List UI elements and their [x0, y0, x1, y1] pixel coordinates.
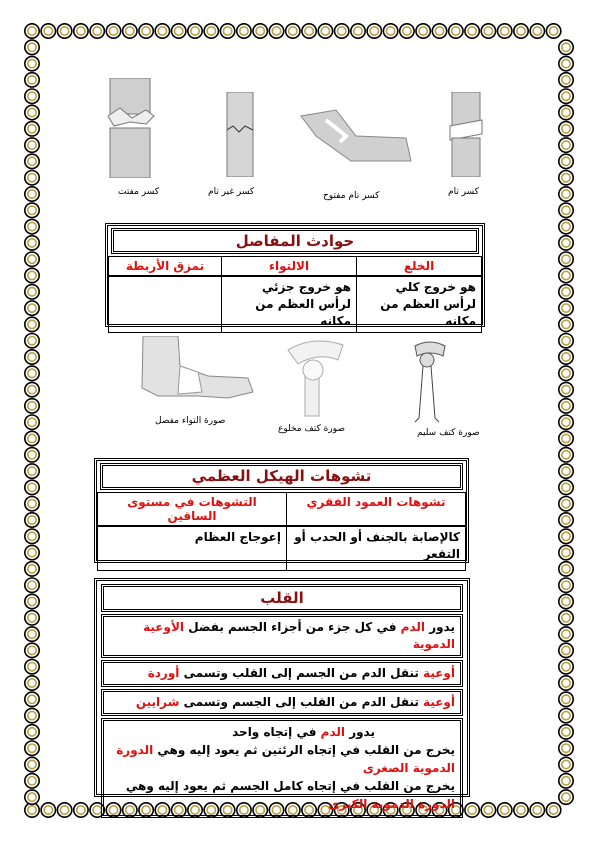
- open-fracture-image: [296, 106, 416, 166]
- joints-cell-sprain: هو خروج جزئي لرأس العظم من مكانه: [222, 276, 357, 333]
- border-ring: [383, 24, 397, 38]
- border-ring: [155, 24, 169, 38]
- border-ring: [465, 803, 479, 817]
- border-ring: [106, 24, 120, 38]
- border-ring: [559, 431, 573, 445]
- border-ring: [546, 803, 560, 817]
- border-ring: [559, 334, 573, 348]
- border-ring: [25, 513, 39, 527]
- border-ring: [25, 219, 39, 233]
- heart-line-direction: يدور الدم في إتجاه واحد: [232, 725, 375, 739]
- border-ring: [25, 431, 39, 445]
- border-ring: [559, 529, 573, 543]
- fracture-caption-open: كسر تام مفتوح: [323, 191, 380, 201]
- caption-sprain: صورة التواء مفصل: [155, 416, 226, 426]
- border-ring: [559, 480, 573, 494]
- joints-header-ligament-tear: تمزق الأربطة: [109, 257, 222, 277]
- border-ring: [559, 578, 573, 592]
- border-ring: [25, 236, 39, 250]
- border-ring: [514, 803, 528, 817]
- border-ring: [25, 643, 39, 657]
- border-ring: [25, 741, 39, 755]
- border-ring: [559, 741, 573, 755]
- border-ring: [25, 138, 39, 152]
- border-ring: [559, 545, 573, 559]
- deformities-title: تشوهات الهيكل العظمي: [100, 463, 463, 490]
- border-ring: [559, 154, 573, 168]
- border-ring: [25, 497, 39, 511]
- border-ring: [25, 382, 39, 396]
- border-ring: [559, 89, 573, 103]
- border-ring: [465, 24, 479, 38]
- border-ring: [25, 415, 39, 429]
- border-ring: [559, 171, 573, 185]
- border-ring: [172, 24, 186, 38]
- border-ring: [481, 24, 495, 38]
- heart-line-small-circulation: يخرج من القلب في إتجاه الرئتين ثم يعود إليه وهي الدورة الدموية الصغرى: [116, 743, 455, 775]
- deformities-box: [94, 458, 469, 563]
- deformities-table: [97, 492, 466, 571]
- border-ring: [90, 24, 104, 38]
- complete-fracture-image: [446, 92, 486, 177]
- border-ring: [25, 366, 39, 380]
- border-ring: [302, 24, 316, 38]
- border-ring: [559, 415, 573, 429]
- border-ring: [25, 187, 39, 201]
- border-ring: [25, 790, 39, 804]
- border-ring: [351, 24, 365, 38]
- border-ring: [25, 725, 39, 739]
- border-ring: [25, 399, 39, 413]
- border-ring: [74, 803, 88, 817]
- border-ring: [25, 480, 39, 494]
- border-ring: [25, 203, 39, 217]
- border-ring: [74, 24, 88, 38]
- border-ring: [432, 24, 446, 38]
- fracture-caption-incomplete: كسر غير تام: [208, 187, 255, 197]
- border-ring: [530, 24, 544, 38]
- border-ring: [400, 24, 414, 38]
- border-ring: [559, 219, 573, 233]
- border-ring: [559, 399, 573, 413]
- border-ring: [220, 24, 234, 38]
- joints-header-sprain: الالتواء: [222, 257, 357, 277]
- border-ring: [25, 562, 39, 576]
- border-ring: [25, 627, 39, 641]
- deformities-header-spine: تشوهات العمود الفقري: [287, 493, 466, 527]
- border-ring: [25, 594, 39, 608]
- border-ring: [481, 803, 495, 817]
- heart-row-2: أوعية تنقل الدم من الجسم إلى القلب وتسمى أوردة: [101, 660, 463, 687]
- caption-dislocated-shoulder: صورة كتف مخلوع: [278, 424, 346, 434]
- border-ring: [25, 317, 39, 331]
- border-ring: [25, 757, 39, 771]
- joints-header-dislocation: الخلع: [357, 257, 482, 277]
- border-ring: [559, 692, 573, 706]
- deformities-cell-legs: إعوجاج العظام: [98, 526, 287, 570]
- border-ring: [318, 24, 332, 38]
- border-ring: [546, 24, 560, 38]
- border-ring: [559, 708, 573, 722]
- heart-row-4: [101, 718, 463, 818]
- border-ring: [25, 122, 39, 136]
- border-ring: [269, 24, 283, 38]
- fracture-caption-comminuted: كسر مفتت: [118, 187, 160, 197]
- border-ring: [559, 774, 573, 788]
- border-ring: [559, 513, 573, 527]
- border-ring: [25, 40, 39, 54]
- border-ring: [25, 56, 39, 70]
- border-ring: [559, 594, 573, 608]
- joints-cell-dislocation: هو خروج كلي لرأس العظم من مكانه: [357, 276, 482, 333]
- dislocated-shoulder-image: [283, 330, 353, 420]
- border-ring: [559, 285, 573, 299]
- border-ring: [25, 268, 39, 282]
- border-ring: [559, 56, 573, 70]
- border-ring: [41, 24, 55, 38]
- border-ring: [25, 24, 39, 38]
- border-ring: [25, 611, 39, 625]
- border-ring: [123, 24, 137, 38]
- heart-title: القلب: [101, 584, 463, 612]
- border-ring: [559, 382, 573, 396]
- border-ring: [514, 24, 528, 38]
- border-ring: [25, 285, 39, 299]
- border-ring: [25, 676, 39, 690]
- border-ring: [559, 562, 573, 576]
- border-ring: [25, 89, 39, 103]
- border-ring: [25, 105, 39, 119]
- border-ring: [416, 24, 430, 38]
- border-ring: [498, 803, 512, 817]
- border-ring: [559, 138, 573, 152]
- border-ring: [559, 611, 573, 625]
- border-ring: [559, 252, 573, 266]
- border-ring: [559, 236, 573, 250]
- border-ring: [25, 578, 39, 592]
- border-ring: [25, 154, 39, 168]
- border-ring: [25, 350, 39, 364]
- border-ring: [25, 529, 39, 543]
- border-ring: [57, 24, 71, 38]
- border-ring: [559, 497, 573, 511]
- deformities-cell-spine: كالإصابة بالجنف أو الحدب أو التقعر: [287, 526, 466, 570]
- border-ring: [449, 24, 463, 38]
- border-ring: [367, 24, 381, 38]
- border-ring: [559, 301, 573, 315]
- border-ring: [25, 252, 39, 266]
- border-ring: [559, 757, 573, 771]
- joints-title: حوادث المفاصل: [111, 228, 479, 254]
- caption-healthy-shoulder: صورة كتف سليم: [417, 428, 480, 438]
- border-ring: [25, 660, 39, 674]
- border-ring: [139, 24, 153, 38]
- healthy-shoulder-image: [405, 338, 455, 423]
- heart-line-large-circulation: يخرج من القلب في إتجاه كامل الجسم ثم يعود إليه وهي الدورة الدموية الكبرى: [125, 779, 455, 811]
- border-ring: [25, 73, 39, 87]
- border-ring: [25, 708, 39, 722]
- border-ring: [559, 73, 573, 87]
- border-ring: [25, 448, 39, 462]
- border-ring: [559, 105, 573, 119]
- border-ring: [559, 203, 573, 217]
- heart-row-3: أوعية تنقل الدم من القلب إلى الجسم وتسمى شرايين: [101, 689, 463, 716]
- border-ring: [559, 268, 573, 282]
- border-ring: [253, 24, 267, 38]
- border-ring: [559, 317, 573, 331]
- border-ring: [559, 40, 573, 54]
- border-ring: [25, 334, 39, 348]
- border-ring: [559, 464, 573, 478]
- sprained-ankle-image: [138, 336, 258, 408]
- comminuted-fracture-image: [100, 78, 160, 178]
- border-ring: [286, 24, 300, 38]
- border-ring: [204, 24, 218, 38]
- border-ring: [498, 24, 512, 38]
- border-ring: [25, 171, 39, 185]
- border-ring: [559, 660, 573, 674]
- border-ring: [25, 774, 39, 788]
- joints-box: [105, 223, 485, 327]
- border-ring: [559, 187, 573, 201]
- incomplete-fracture-image: [225, 92, 255, 177]
- border-ring: [188, 24, 202, 38]
- border-ring: [559, 725, 573, 739]
- border-ring: [25, 301, 39, 315]
- border-ring: [559, 643, 573, 657]
- border-ring: [57, 803, 71, 817]
- border-ring: [559, 790, 573, 804]
- deformities-header-legs: التشوهات في مستوى الساقين: [98, 493, 287, 527]
- border-ring: [25, 464, 39, 478]
- joints-table: [108, 256, 482, 333]
- heart-box: [94, 578, 470, 811]
- border-ring: [559, 350, 573, 364]
- border-ring: [530, 803, 544, 817]
- fracture-caption-complete: كسر تام: [448, 187, 479, 197]
- border-ring: [41, 803, 55, 817]
- heart-row-1: يدور الدم في كل جزء من أجزاء الجسم بفضل الأوعية الدموية: [101, 614, 463, 658]
- border-ring: [237, 24, 251, 38]
- border-ring: [559, 122, 573, 136]
- joints-cell-ligament-tear: [109, 276, 222, 333]
- border-ring: [559, 627, 573, 641]
- border-ring: [559, 676, 573, 690]
- border-ring: [335, 24, 349, 38]
- border-ring: [25, 692, 39, 706]
- border-ring: [559, 366, 573, 380]
- border-ring: [25, 545, 39, 559]
- border-ring: [559, 448, 573, 462]
